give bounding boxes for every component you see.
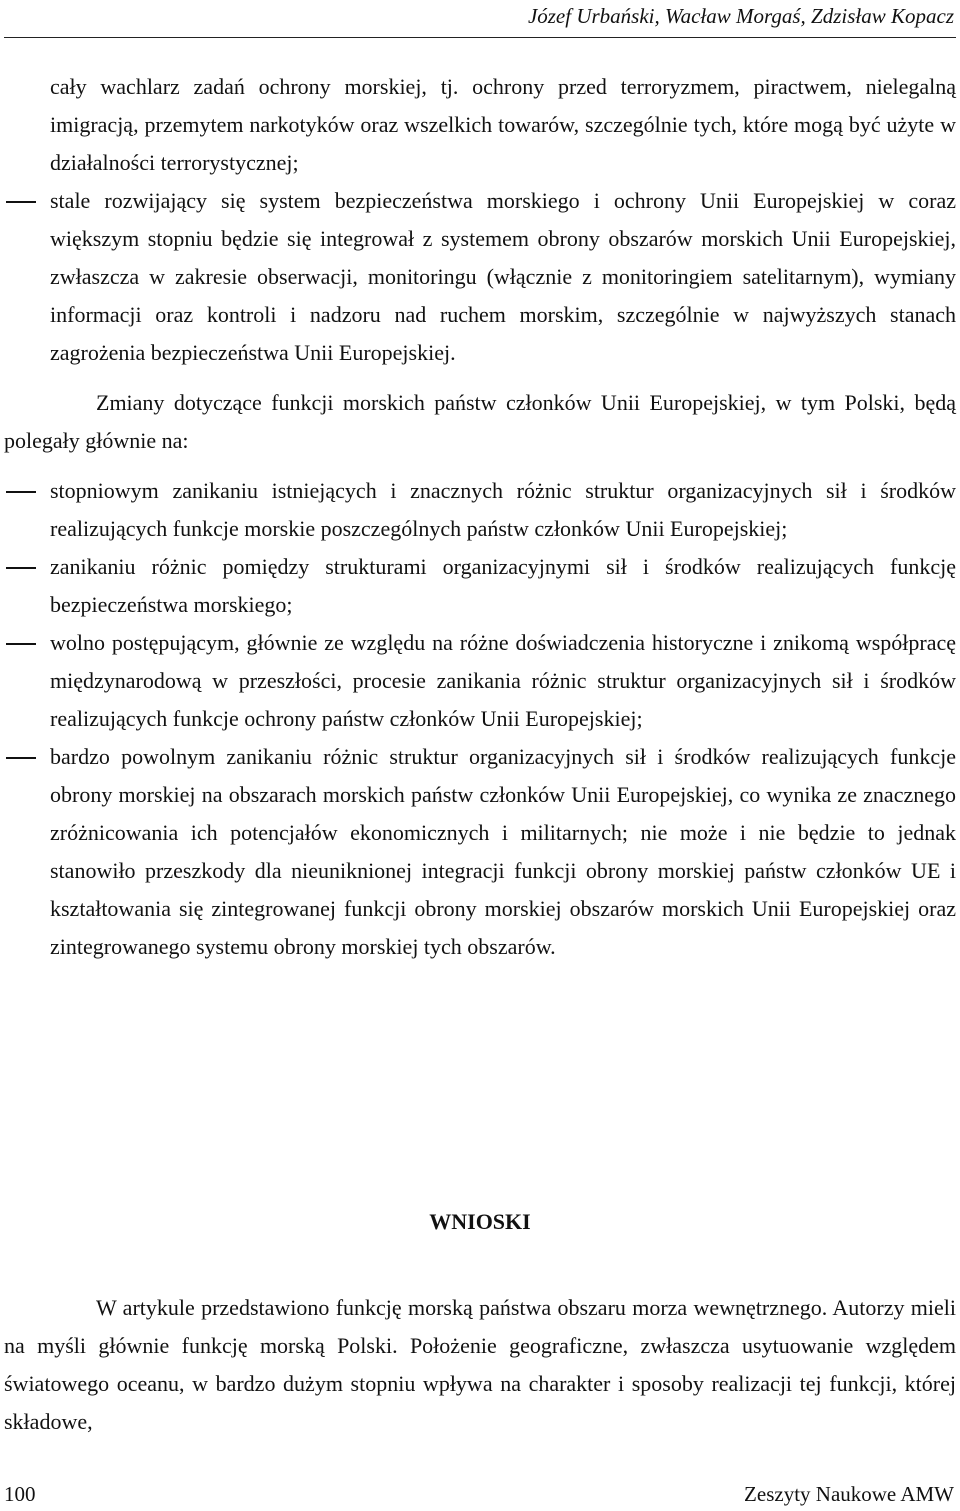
header-rule — [4, 37, 956, 38]
list-item: wolno postępującym, głównie ze względu na różne doświadczenia historyczne i znikomą współpracę międzynarodową w przeszłości, procesie zanikania różnic struktur organizacyjnych sił i środków realizujących funkcje ochrony państw członków Unii Europejskiej; — [4, 624, 956, 738]
page-number: 100 — [4, 1482, 36, 1506]
section-heading-conclusions: WNIOSKI — [429, 1209, 531, 1234]
first-dash-list — [4, 182, 956, 372]
second-dash-list — [4, 472, 956, 966]
running-header-authors: Józef Urbański, Wacław Morgaś, Zdzisław Kopacz — [527, 4, 954, 28]
list-item: stale rozwijający się system bezpieczeństwa morskiego i ochrony Unii Europejskiej w coraz większym stopniu będzie się integrował z systemem obrony obszarów morskich Unii Europejskiej, zwłaszcza w zakresie obserwacji, monitoringu (włącznie z monitoringiem satelitarnym), wymiany informacji oraz kontroli i nadzoru nad ruchem morskim, szczególnie w najwyższych stanach zagrożenia bezpieczeństwa Unii Europejskiej. — [4, 182, 956, 372]
main-text-block — [4, 68, 956, 966]
conclusions-block — [4, 1289, 956, 1441]
list-item-continuation: cały wachlarz zadań ochrony morskiej, tj. ochrony przed terroryzmem, piractwem, nielegalną imigracją, przemytem narkotyków oraz wszelkich towarów, szczególnie tych, które mogą być użyte w działalności terrorystycznej; — [50, 74, 956, 175]
intro-paragraph: Zmiany dotyczące funkcji morskich państw członków Unii Europejskiej, w tym Polski, będą polegały głównie na: — [4, 390, 956, 453]
list-item: zanikaniu różnic pomiędzy strukturami organizacyjnymi sił i środków realizujących funkcję bezpieczeństwa morskiego; — [4, 548, 956, 624]
conclusions-paragraph: W artykule przedstawiono funkcję morską państwa obszaru morza wewnętrznego. Autorzy mieli na myśli głównie funkcję morską Polski. Położenie geograficzne, zwłaszcza usytuowanie względem światowego oceanu, w bardzo dużym stopniu wpływa na charakter i sposoby realizacji tej funkcji, której składowe, — [4, 1295, 956, 1434]
list-item: stopniowym zanikaniu istniejących i znacznych różnic struktur organizacyjnych sił i środków realizujących funkcje morskie poszczególnych państw członków Unii Europejskiej; — [4, 472, 956, 548]
list-item: bardzo powolnym zanikaniu różnic struktur organizacyjnych sił i środków realizujących funkcje obrony morskiej na obszarach morskich państw członków Unii Europejskiej, co wynika ze znacznego zróżnicowania ich potencjałów ekonomicznych i militarnych; nie może i nie będzie to jednak stanowiło przeszkody dla nieuniknionej integracji funkcji obrony morskiej państw członków UE i kształtowania się zintegrowanej funkcji obrony morskiej obszarów morskich Unii Europejskiej oraz zintegrowanego systemu obrony morskiej tych obszarów. — [4, 738, 956, 966]
journal-name: Zeszyty Naukowe AMW — [744, 1482, 954, 1506]
